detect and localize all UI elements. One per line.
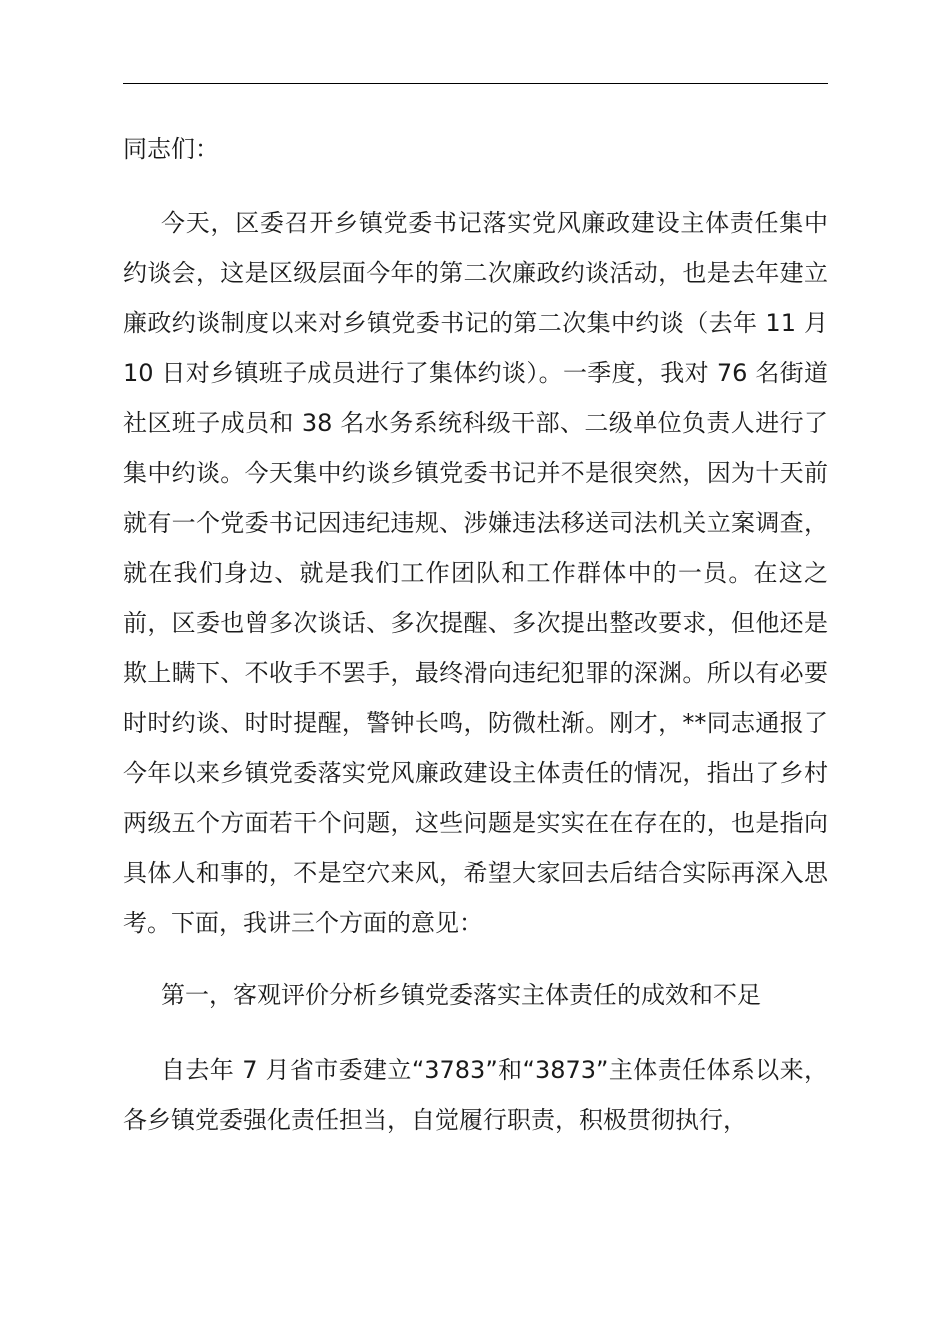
greeting: 同志们： (123, 135, 219, 163)
header-rule (123, 83, 828, 84)
document-body (123, 124, 828, 1145)
paragraph-intro: 今天，区委召开乡镇党委书记落实党风廉政建设主体责任集中约谈会，这是区级层面今年的第二次廉政约谈活动，也是去年建立廉政约谈制度以来对乡镇党委书记的第二次集中约谈（去年 11 月 10 日对乡镇班子成员进行了集体约谈）。一季度，我对 76 名街道社区班子成员和 38 名水务系统科级干部、二级单位负责人进行了集中约谈。今天集中约谈乡镇党委书记并不是很突然，因为十天前就有一个党委书记因违纪违规、涉嫌违法移送司法机关立案调查，就在我们身边、就是我们工作团队和工作群体中的一员。在这之前，区委也曾多次谈话、多次提醒、多次提出整改要求，但他还是欺上瞒下、不收手不罢手，最终滑向违纪犯罪的深渊。所以有必要时时约谈、时时提醒，警钟长鸣，防微杜渐。刚才，**同志通报了今年以来乡镇党委落实党风廉政建设主体责任的情况，指出了乡村两级五个方面若干个问题，这些问题是实实在在存在的，也是指向具体人和事的，不是空穴来风，希望大家回去后结合实际再深入思考。下面，我讲三个方面的意见： (123, 209, 828, 937)
paragraph-section-1: 自去年 7 月省市委建立“3783”和“3873”主体责任体系以来，各乡镇党委强化责任担当，自觉履行职责，积极贯彻执行， (123, 1056, 828, 1134)
section-heading-1: 第一，客观评价分析乡镇党委落实主体责任的成效和不足 (161, 981, 761, 1009)
